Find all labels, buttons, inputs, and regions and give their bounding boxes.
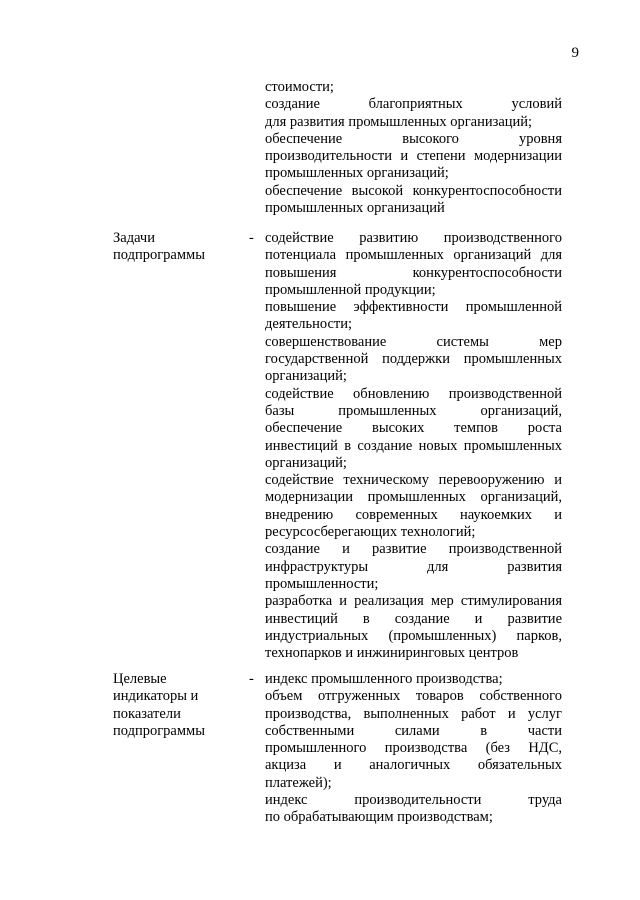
text-line: внедрению современных наукоемких и [265,506,562,523]
tasks-dash: - [249,230,254,246]
goals-continuation-text [265,79,562,217]
label-line: показатели [113,705,181,722]
text-line: обеспечение высоких темпов роста [265,420,562,437]
text-line: модернизации промышленных организаций, [265,489,562,506]
tasks-text [265,230,562,662]
text-line: ресурсосберегающих технологий; [265,524,476,541]
text-line: для развития промышленных организаций; [265,113,533,130]
text-line: промышленного производства (без НДС, [265,740,562,757]
indicators-label [113,671,243,740]
text-line: инфраструктуры для развития [265,558,562,575]
text-line: технопарков и инжиниринговых центров [265,645,519,662]
text-line: промышленной продукции; [265,281,436,298]
text-line: объем отгруженных товаров собственного [265,688,562,705]
indicators-dash: - [249,671,254,687]
text-line: инвестиций в создание и развитие [265,610,562,627]
text-line: повышения конкурентоспособности [265,264,562,281]
text-line: стоимости; [265,79,334,95]
text-line: государственной поддержки промышленных [265,351,562,368]
text-line: повышение эффективности промышленной [265,299,562,316]
text-line: промышленности; [265,575,379,592]
text-line: обеспечение высокой конкурентоспособности [265,182,562,199]
text-line: собственными силами в части [265,722,562,739]
text-line: индекс промышленного производства; [265,671,503,687]
tasks-label [113,230,243,265]
text-line: производства, выполненных работ и услуг [265,705,562,722]
page-number: 9 [571,45,579,61]
indicators-text [265,671,562,827]
text-line: содействие развитию производственного [265,230,562,246]
text-line: инвестиций в создание новых промышленных [265,437,562,454]
label-line: Целевые [113,671,167,687]
text-line: обеспечение высокого уровня [265,130,562,147]
text-line: содействие обновлению производственной [265,385,562,402]
text-line: организаций; [265,368,347,385]
label-line: индикаторы и [113,688,199,705]
text-line: потенциала промышленных организаций для [265,247,562,264]
label-line: подпрограммы [113,722,205,739]
text-line: совершенствование системы мер [265,333,562,350]
text-line: деятельности; [265,316,353,333]
text-line: создание благоприятных условий [265,96,562,113]
text-line: промышленных организаций [265,200,445,217]
text-line: индекс производительности труда [265,792,562,809]
text-line: индустриальных (промышленных) парков, [265,627,562,644]
text-line: содействие техническому перевооружению и [265,472,562,489]
text-line: разработка и реализация мер стимулирования [265,593,562,610]
text-line: по обрабатывающим производствам; [265,809,493,826]
text-line: создание и развитие производственной [265,541,562,558]
text-line: базы промышленных организаций, [265,402,562,419]
label-line: Задачи [113,230,155,246]
text-line: организаций; [265,454,347,471]
text-line: промышленных организаций; [265,165,449,182]
text-line: акциза и аналогичных обязательных [265,757,562,774]
label-line: подпрограммы [113,247,205,264]
text-line: производительности и степени модернизации [265,148,562,165]
text-line: платежей); [265,774,332,791]
